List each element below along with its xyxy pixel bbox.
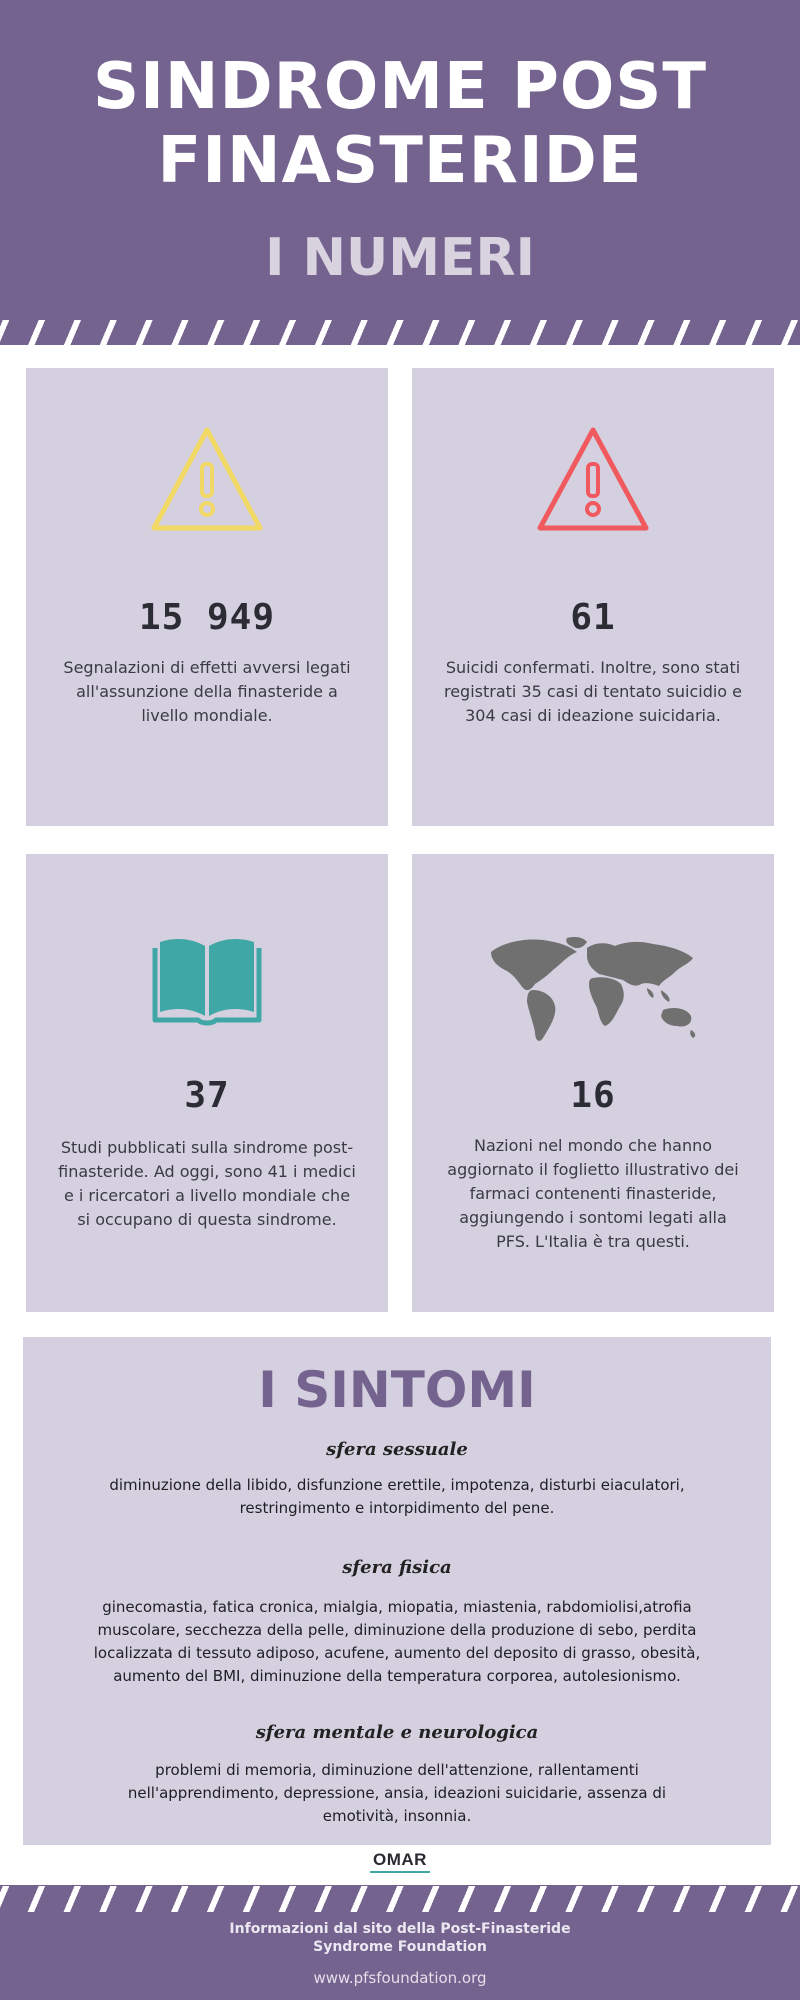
world-map-icon [412,934,774,1046]
footer-source-line-1: Informazioni dal sito della Post-Finasteride [229,1921,571,1937]
stat-description: Studi pubblicati sulla sindrome post-finasteride. Ad oggi, sono 41 i medici e i ricercatori a livello mondiale che si occupano di questa sindrome. [58,1138,356,1229]
section-subtitle-numbers: I NUMERI [265,228,535,288]
stat-description: Suicidi confermati. Inoltre, sono stati registrati 35 casi di tentato suicidio e 304 casi di ideazione suicidaria. [443,658,743,725]
symptoms-heading-sexual: sfera sessuale [326,1439,468,1460]
logo-wordmark: OMAR [373,1850,427,1869]
stat-card-countries [412,854,774,1312]
symptoms-heading-physical: sfera fisica [342,1557,452,1578]
header-stripe-divider [0,320,800,346]
book-icon [26,934,388,1030]
stat-card-reports [26,368,388,826]
symptoms-text-sexual: diminuzione della libido, disfunzione erettile, impotenza, disturbi eiaculatori, restringimento e intorpidimento del pene. [109,1476,685,1517]
warning-icon-yellow [26,424,388,534]
omar-logo [360,1850,440,1880]
title-line-1: SINDROME POST [92,50,708,124]
stat-card-suicides [412,368,774,826]
footer-stripe-divider [0,1886,800,1912]
stat-number: 37 [184,1075,230,1116]
stat-description: Segnalazioni di effetti avversi legati all'assunzione della finasteride a livello mondiale. [63,658,351,725]
stat-description: Nazioni nel mondo che hanno aggiornato il foglietto illustrativo dei farmaci contenenti finasteride, aggiungendo i sontomi legati alla PFS. L'Italia è tra questi. [447,1136,739,1251]
footer-website-link[interactable]: www.pfsfoundation.org [313,1969,487,1987]
stat-number: 16 [570,1075,616,1116]
footer-source-line-2: Syndrome Foundation [313,1939,487,1955]
warning-icon-red [412,424,774,534]
symptoms-heading-mental: sfera mentale e neurologica [255,1722,539,1743]
stat-card-studies [26,854,388,1312]
symptoms-title: I SINTOMI [258,1361,536,1419]
footer-source-note [0,1920,800,1956]
symptoms-text-mental: problemi di memoria, diminuzione dell'attenzione, rallentamenti nell'apprendimento, depressione, ansia, ideazioni suicidarie, assenza di emotività, insonnia. [127,1761,667,1825]
symptoms-text-physical: ginecomastia, fatica cronica, mialgia, miopatia, miastenia, rabdomiolisi,atrofia muscolare, secchezza della pelle, diminuzione della produzione di sebo, perdita localizzata di tessuto adiposo, acufene, aumento del deposito di grasso, obesità, aumento del BMI, diminuzione della temperatura corporea, autolesionismo. [93,1598,701,1685]
title-line-2: FINASTERIDE [157,124,643,198]
stat-number: 61 [570,597,616,638]
page-title [0,50,800,198]
logo-underline [370,1871,430,1873]
symptoms-section [23,1337,771,1845]
stat-number: 15 949 [138,597,276,638]
